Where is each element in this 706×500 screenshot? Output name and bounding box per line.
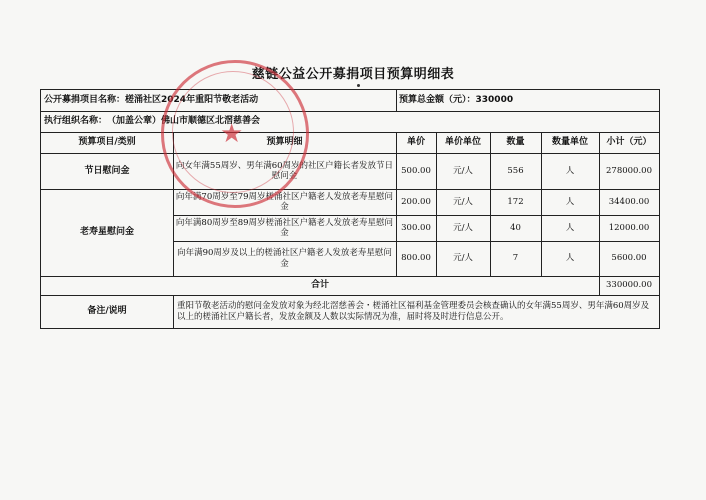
detail-cell: 向女年满55周岁、男年满60周岁的社区户籍长者发放节日慰问金	[175, 160, 394, 181]
remarks-label: 备注/说明	[87, 306, 127, 317]
price-unit-cell: 元/人	[453, 253, 473, 264]
price-cell: 200.00	[401, 196, 431, 207]
qty-unit-cell: 人	[565, 165, 575, 176]
qty-unit-cell: 人	[565, 196, 575, 207]
price-unit-cell: 元/人	[453, 196, 473, 207]
org-cell	[41, 111, 659, 132]
price-cell: 800.00	[401, 253, 431, 264]
price-unit-cell: 元/人	[453, 165, 473, 176]
subtotal-cell: 12000.00	[608, 222, 650, 233]
project-name: 槎涌社区2024年重阳节敬老活动	[125, 95, 259, 106]
document-title: 慈链公益公开募捐项目预算明细表	[251, 67, 455, 82]
detail-cell: 向年满80周岁至89周岁槎涌社区户籍老人发放老寿星慰问金	[175, 217, 394, 238]
subtotal-cell: 34400.00	[608, 196, 650, 207]
col-header-qty-unit: 数量单位	[551, 137, 588, 148]
col-header-category: 预算项目/类别	[78, 137, 136, 148]
total-value: 330000.00	[606, 280, 652, 291]
budget-total-cell	[396, 90, 659, 111]
col-header-detail: 预算明细	[266, 137, 303, 148]
budget-table	[40, 89, 660, 329]
qty-cell: 40	[510, 222, 521, 233]
org-name: （加盖公章）佛山市顺德区北滘慈善会	[107, 116, 261, 127]
total-label: 合计	[310, 280, 329, 291]
budget-total: 330000	[475, 95, 514, 106]
detail-cell: 向年满70周岁至79周岁槎涌社区户籍老人发放老寿星慰问金	[175, 191, 394, 212]
price-unit-cell: 元/人	[453, 222, 473, 233]
project-label: 公开募捐项目名称：	[44, 95, 126, 106]
detail-cell: 向年满90周岁及以上的槎涌社区户籍老人发放老寿星慰问金	[177, 248, 392, 269]
budget-label: 预算总金额（元）：	[399, 95, 476, 106]
subtotal-cell: 5600.00	[611, 253, 647, 264]
subtotal-cell: 278000.00	[606, 165, 652, 176]
org-label: 执行组织名称：	[44, 116, 108, 127]
col-header-price: 单价	[406, 137, 425, 148]
official-seal	[161, 60, 309, 208]
remarks-text: 重阳节敬老活动的慰问金发放对象为经北滘慈善会・槎涌社区福利基金管理委员会核查确认的女年满55周岁、男年满60周岁及以上的槎涌社区户籍长者，发放金额及人数以实际情况为准，届时将及时进行信息公开。	[177, 301, 650, 322]
col-header-price-unit: 单价单位	[444, 137, 481, 148]
col-header-qty: 数量	[506, 137, 525, 148]
qty-cell: 7	[512, 253, 519, 264]
qty-cell: 556	[507, 165, 524, 176]
category-festival: 节日慰问金	[84, 165, 130, 176]
qty-cell: 172	[507, 196, 524, 207]
price-cell: 500.00	[401, 165, 431, 176]
category-longevity: 老寿星慰问金	[79, 227, 134, 238]
decorative-dot	[357, 84, 360, 87]
qty-unit-cell: 人	[565, 253, 575, 264]
qty-unit-cell: 人	[565, 222, 575, 233]
col-header-subtotal: 小计（元）	[606, 137, 652, 148]
star-icon: ★	[220, 119, 244, 149]
price-cell: 300.00	[401, 222, 431, 233]
